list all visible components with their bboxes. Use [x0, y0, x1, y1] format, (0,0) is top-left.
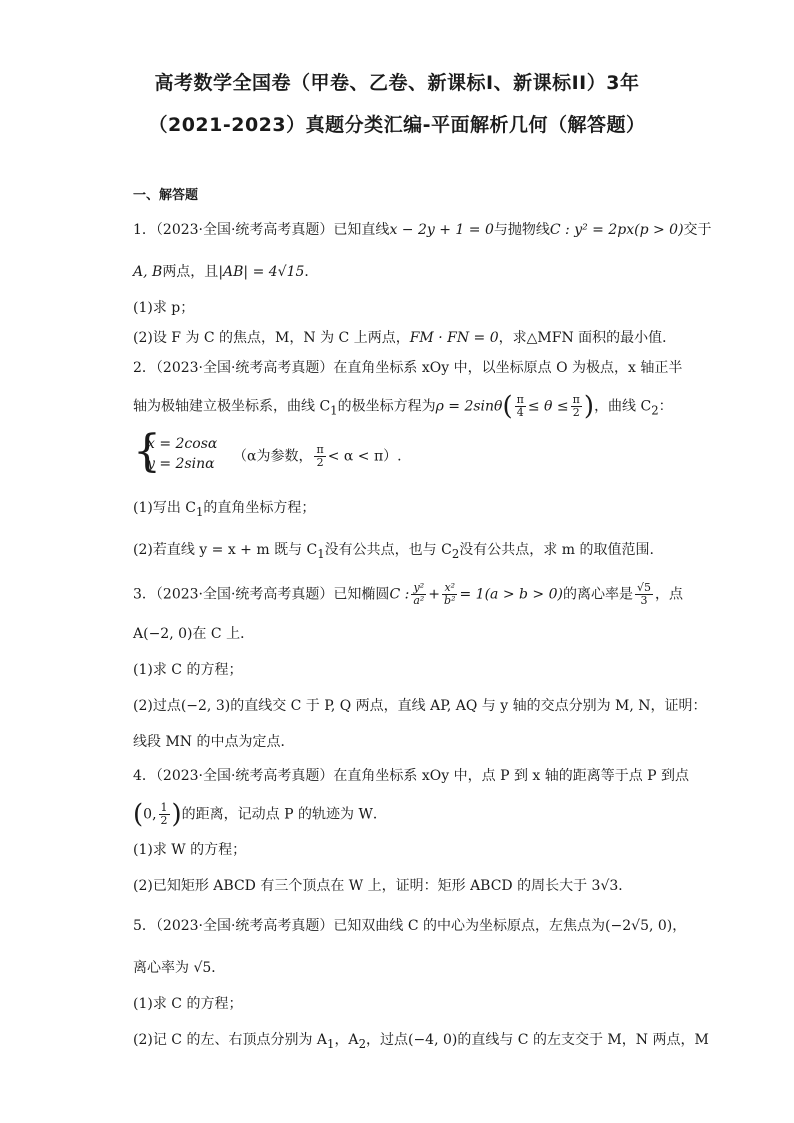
- question-2-line-2: 轴为极轴建立极坐标系，曲线 $C_1$的极坐标方程为ρ = 2sinθ( $\frac{\pi}{4}$ ≤ θ ≤ $\frac{\pi}{2}$ )，曲线 $C_2$：: [133, 391, 673, 422]
- question-3-line-1: 3．（2023·全国·统考高考真题）已知椭圆C : $\frac{\text{y²}}{\text{a²}}$ + $\frac{\text{x²}}{\text{b²}}$ = 1(a > b > 0)的离心率是 $\frac{√5}{3}$ ，点: [133, 581, 683, 607]
- question-1-line-1: 1．（2023·全国·统考高考真题）已知直线x − 2y + 1 = 0与抛物线C : y² = 2px(p > 0)交于: [133, 222, 712, 238]
- question-3-part-1: (1)求 C 的方程；: [133, 662, 243, 678]
- document-title-line-1: 高考数学全国卷（甲卷、乙卷、新课标I、新课标II）3年: [154, 72, 640, 94]
- document-title-line-2: （2021-2023）真题分类汇编-平面解析几何（解答题）: [148, 114, 646, 136]
- question-3-part-2: (2)过点(−2, 3)的直线交 C 于 P, Q 两点，直线 AP, AQ 与 y 轴的交点分别为 M, N，证明：: [133, 698, 707, 714]
- question-4-line-1: 4．（2023·全国·统考高考真题）在直角坐标系 xOy 中，点 P 到 x 轴的距离等于点 P 到点: [133, 768, 690, 784]
- question-1-part-1: (1)求 p；: [133, 300, 195, 316]
- question-5-part-1: (1)求 C 的方程；: [133, 996, 243, 1012]
- document-page: 高考数学全国卷（甲卷、乙卷、新课标I、新课标II）3年 （2021-2023）真题分类汇编-平面解析几何（解答题） 一、解答题 1．（2023·全国·统考高考真题）已知直线x − 2y + 1 = 0与抛物线C : y² = 2px(p > 0)交于 A, B两点，且|AB| = 4√15． (1)求 p； (2)设 F 为 C 的焦点，M，N 为 C 上两点，FM · FN = 0，求△MFN 面积的最小值． 2．（2023·全国·统考高考真题）在直角坐标系 xOy 中，以坐标原点 O 为极点，x 轴正半 轴为极轴建立极坐标系，曲线 $C_1$的极坐标方程为ρ = 2sinθ( $\frac{\pi}{4}$ ≤ θ ≤ $\frac{\pi}{2}$ )，曲线 $C_2$： { x = 2cosα y = 2sinα （α为参数， $\frac{\pi}{2}$ < α < π）. (1)写出 $C_1$的直角坐标方程； (2)若直线 y = x + m 既与 $C_1$没有公共点，也与 $C_2$没有公共点，求 m 的取值范围. 3．（2023·全国·统考高考真题）已知椭圆C : $\frac{\text{y²}}{\text{a²}}$ + $\frac{\text{x²}}{\text{b²}}$ = 1(a > b > 0)的离心率是 $\frac{√5}{3}$ ，点 A(−2, 0)在 C 上． (1)求 C 的方程； (2)过点(−2, 3)的直线交 C 于 P, Q 两点，直线 AP, AQ 与 y 轴的交点分别为 M, N，证明： 线段 MN 的中点为定点． 4．（2023·全国·统考高考真题）在直角坐标系 xOy 中，点 P 到 x 轴的距离等于点 P 到点 (0, $\frac{1}{2}$ )的距离，记动点 P 的轨迹为 W． (1)求 W 的方程； (2)已知矩形 ABCD 有三个顶点在 W 上，证明：矩形 ABCD 的周长大于 3√3． 5．（2023·全国·统考高考真题）已知双曲线 C 的中心为坐标原点，左焦点为(−2√5, 0)， 离心率为 √5． (1)求 C 的方程； (2)记 C 的左、右顶点分别为 $A_1$，$A_2$，过点(−4, 0)的直线与 C 的左支交于 M，N 两点，M: [0, 0, 794, 1123]
- question-3-line-2: A(−2, 0)在 C 上．: [133, 626, 255, 642]
- question-2-part-1: (1)写出 $C_1$的直角坐标方程；: [133, 500, 316, 519]
- question-4-part-2: (2)已知矩形 ABCD 有三个顶点在 W 上，证明：矩形 ABCD 的周长大于 3√3．: [133, 878, 633, 894]
- question-4-part-1: (1)求 W 的方程；: [133, 842, 247, 858]
- question-5-line-2: 离心率为 √5．: [133, 960, 226, 976]
- question-3-part-3: 线段 MN 的中点为定点．: [133, 734, 295, 750]
- question-5-line-1: 5．（2023·全国·统考高考真题）已知双曲线 C 的中心为坐标原点，左焦点为(−2√5, 0)，: [133, 918, 687, 934]
- question-5-part-2: (2)记 C 的左、右顶点分别为 $A_1$，$A_2$，过点(−4, 0)的直线与 C 的左支交于 M，N 两点，M: [133, 1032, 709, 1051]
- question-1-part-2: (2)设 F 为 C 的焦点，M，N 为 C 上两点，FM · FN = 0，求△MFN 面积的最小值．: [133, 330, 677, 346]
- question-2-part-2: (2)若直线 y = x + m 既与 $C_1$没有公共点，也与 $C_2$没有公共点，求 m 的取值范围.: [133, 542, 654, 561]
- question-1-line-2: A, B两点，且|AB| = 4√15．: [133, 264, 319, 280]
- section-heading: 一、解答题: [133, 188, 199, 203]
- question-2-line-1: 2．（2023·全国·统考高考真题）在直角坐标系 xOy 中，以坐标原点 O 为极点，x 轴正半: [133, 360, 683, 376]
- question-4-line-2: (0, $\frac{1}{2}$ )的距离，记动点 P 的轨迹为 W．: [133, 799, 387, 830]
